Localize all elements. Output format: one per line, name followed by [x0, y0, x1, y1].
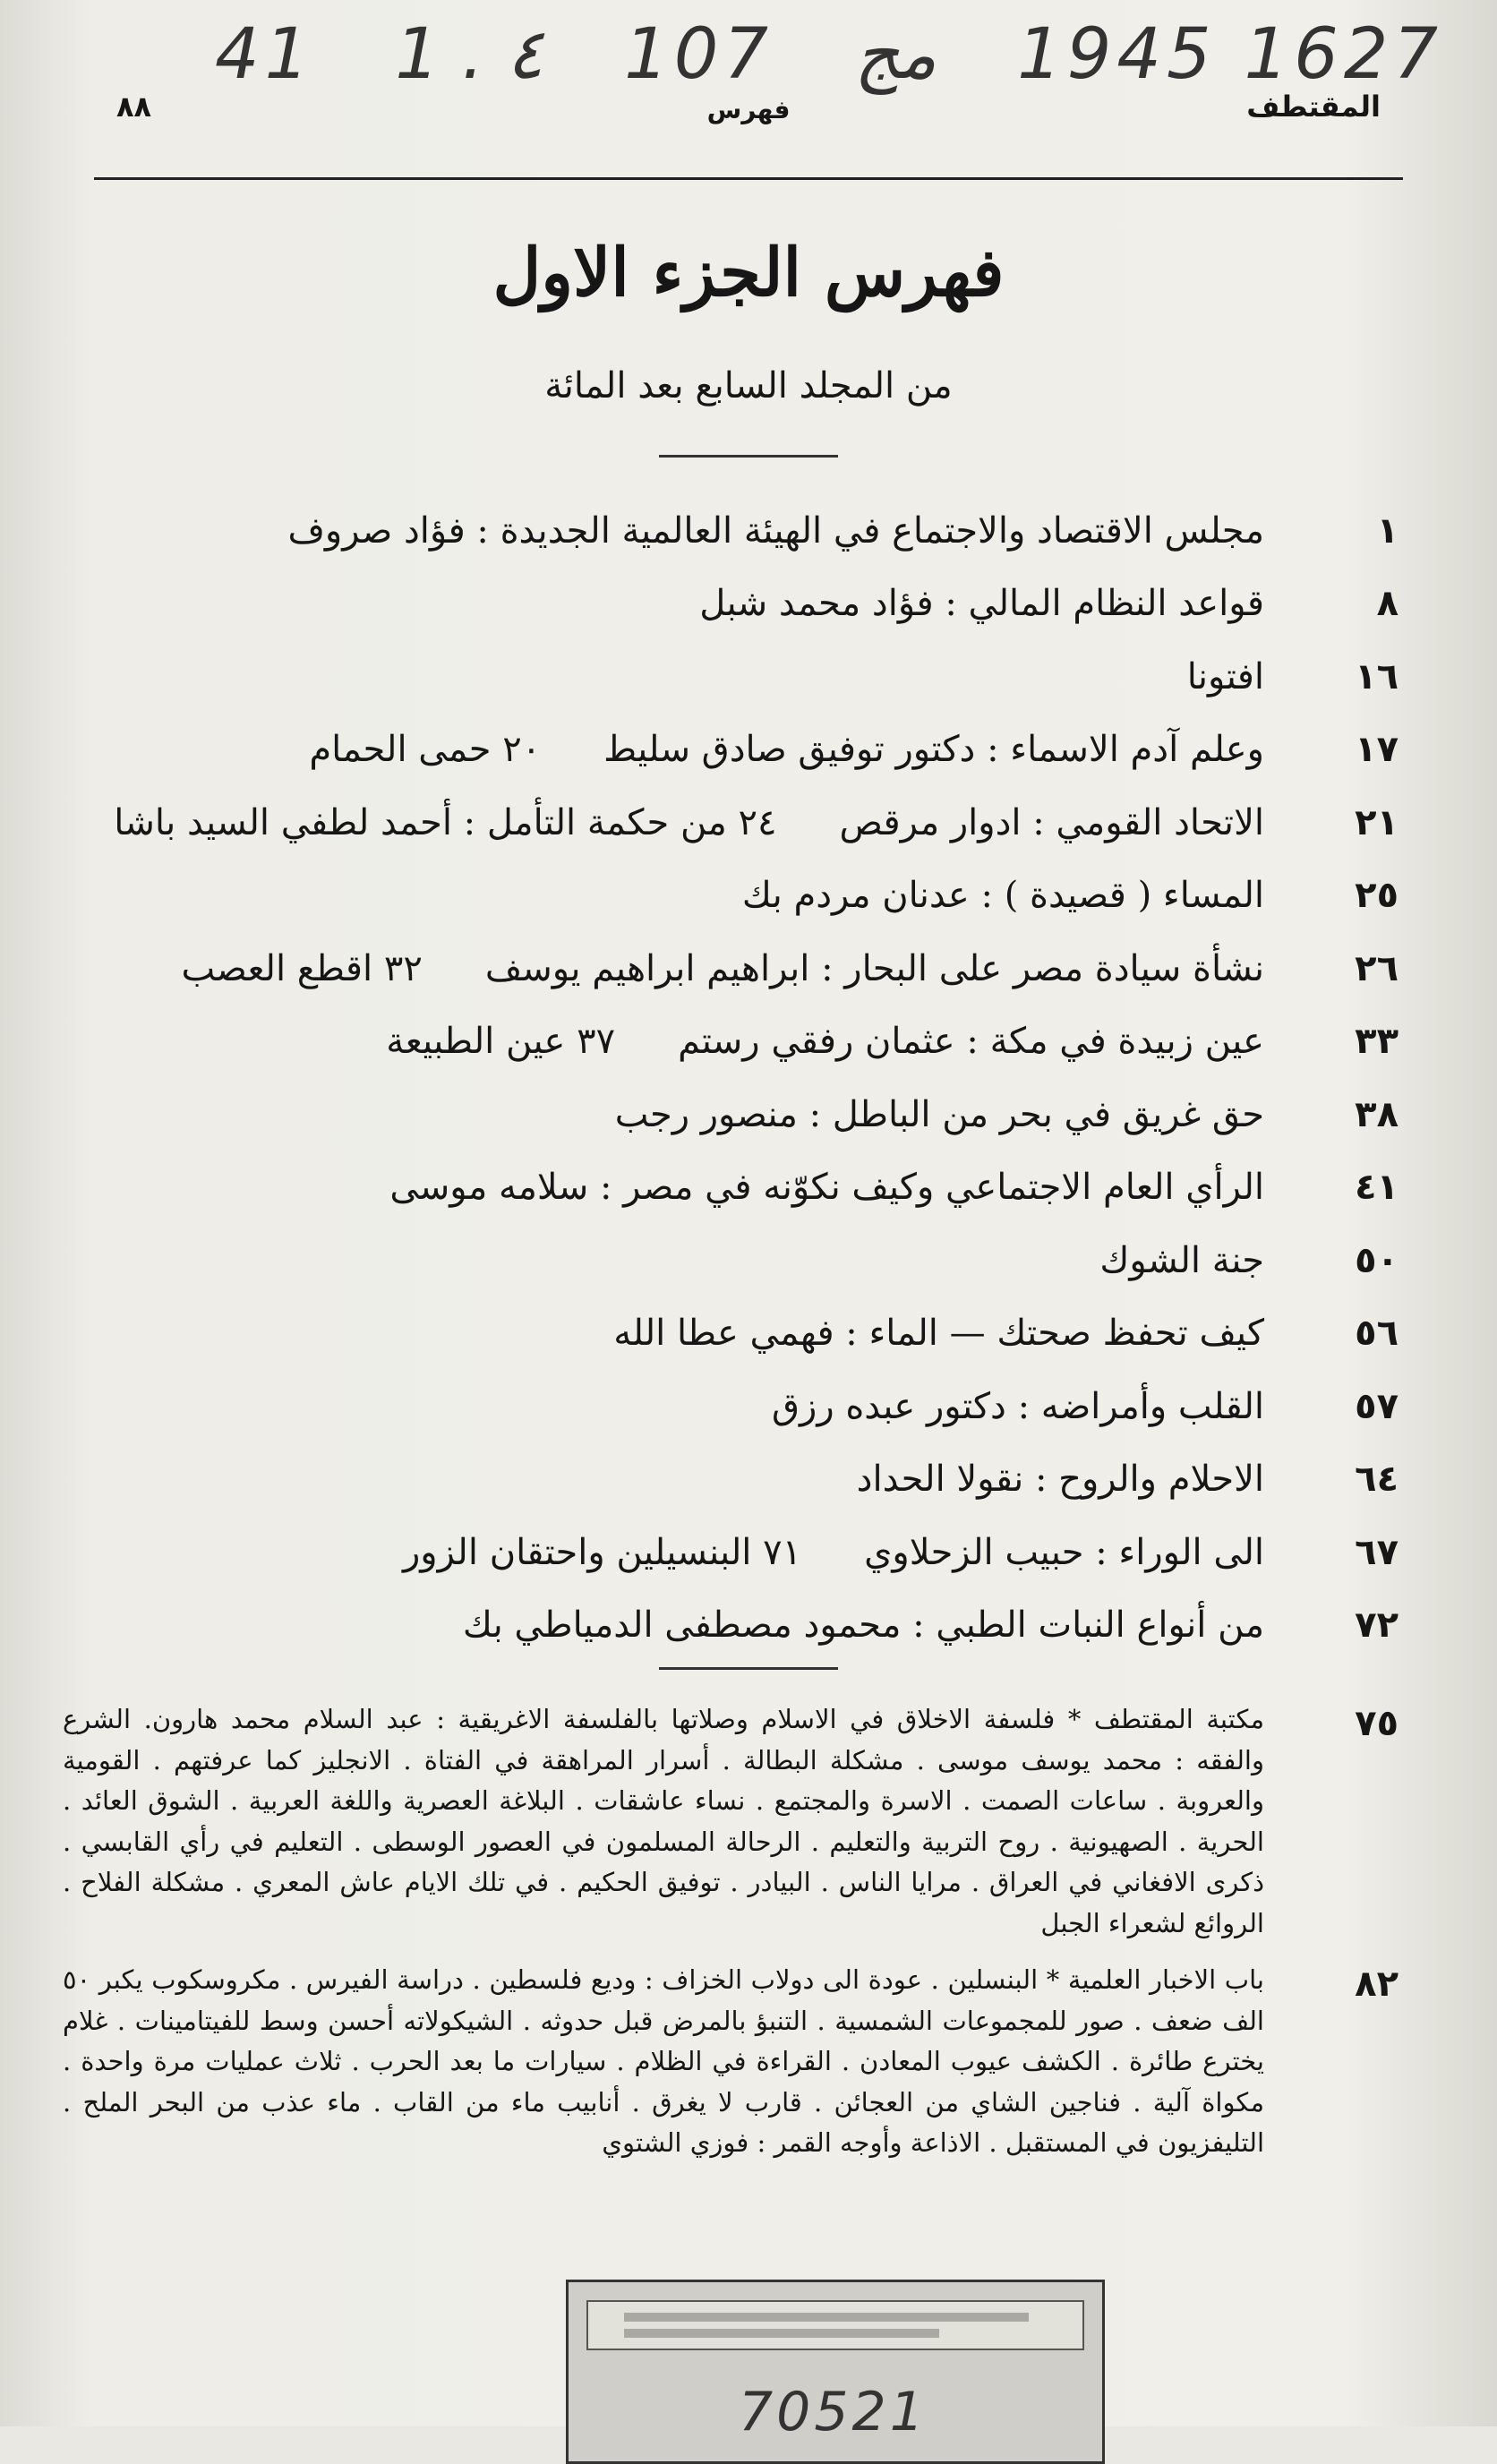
entry-title	[63, 1094, 1264, 1135]
running-head-section: فهرس	[706, 95, 791, 124]
entry-title	[63, 729, 1264, 770]
stamp-text-line	[624, 2313, 1029, 2322]
entry-title	[63, 656, 1264, 697]
entry-main-text: مجلس الاقتصاد والاجتماع في الهيئة العالمية الجديدة : فؤاد صروف	[287, 509, 1264, 552]
contents-entry	[63, 494, 1407, 568]
entry-main-text: الرأي العام الاجتماعي وكيف نكوّنه في مصر : سلامه موسى	[389, 1167, 1264, 1209]
handwritten-part: 1 . ٤	[395, 14, 544, 95]
contents-entry	[63, 1224, 1407, 1297]
entry-page-number: ٢١	[1355, 801, 1399, 843]
entry-secondary-item: ٣٢ اقطع العصب	[181, 947, 423, 989]
contents-entry	[63, 786, 1407, 860]
contents-entry	[63, 1151, 1407, 1225]
entry-page-number: ٥٧	[1355, 1385, 1399, 1427]
entry-title	[63, 948, 1264, 989]
handwritten-part: 41	[215, 14, 315, 95]
stamp-number: 70521	[739, 2381, 928, 2443]
contents-entry	[63, 860, 1407, 933]
section-text: مكتبة المقتطف * فلسفة الاخلاق في الاسلام وصلاتها بالفلسفة الاغريقية : عبد السلام محمد هارون. الشرع والفقه : محمد يوسف موسى . مشكلة البطالة . أسرار المراهقة في الفتاة . الانجليز كما عرفتهم . القومية والعروبة . ساعات الصمت . الاسرة والمجتمع . نساء عاشقات . البلاغة العصرية واللغة العربية . الشوق العائد . الحرية . الصهيونية . روح التربية والتعليم . الرحالة المسلمون في العصور الوسطى . التعليم في رأي القابسي . ذكرى الافغاني في العراق . مرايا الناس . البيادر . توفيق الحكيم . في تلك الايام عاش المعري . مشكلة الفلاح . الروائع لشعراء الجبل	[63, 1704, 1264, 1938]
entry-page-number: ٤١	[1355, 1167, 1399, 1209]
entry-title	[63, 1459, 1264, 1500]
entry-page-number: ٧٢	[1355, 1604, 1399, 1647]
entry-title	[63, 1313, 1264, 1354]
entry-page-number: ٢٥	[1355, 875, 1399, 917]
contents-entry	[63, 1005, 1407, 1079]
entry-title	[63, 1532, 1264, 1573]
section-block	[63, 1960, 1407, 2164]
page-subtitle: من المجلد السابع بعد المائة	[544, 365, 953, 406]
section-text: باب الاخبار العلمية * البنسلين . عودة الى دولاب الخزاف : وديع فلسطين . دراسة الفيرس . مكروسكوب يكبر ٥٠ الف ضعف . صور للمجموعات الشمسية . التنبؤ بالمرض قبل حدوثه . الشيكولاته أحسن وسط للفيتامينات . غلام يخترع طائرة . الكشف عيوب المعادن . القراءة في الظلام . سيارات ما بعد الحرب . ثلاث عمليات مرة واحدة . مكواة آلية . فناجين الشاي من العجائن . قارب لا يغرق . أنابيب ماء من القاب . ماء عذب من البحر الملح . التليفزيون في المستقبل . الاذاعة وأوجه القمر : فوزي الشتوي	[63, 1964, 1264, 2158]
entry-main-text: من أنواع النبات الطبي : محمود مصطفى الدمياطي بك	[462, 1604, 1264, 1647]
entry-title	[63, 1386, 1264, 1427]
entry-page-number: ٥٦	[1355, 1313, 1399, 1355]
entry-page-number: ٣٣	[1355, 1021, 1399, 1063]
entry-page-number: ١٦	[1355, 655, 1399, 697]
entry-main-text: الاتحاد القومي : ادوار مرقص	[839, 801, 1264, 843]
entry-title	[63, 1021, 1264, 1062]
library-stamp	[566, 2280, 1105, 2464]
journal-name: المقتطف	[1246, 90, 1381, 124]
entry-secondary-item: ٣٧ عين الطبيعة	[386, 1021, 616, 1063]
entry-title	[63, 583, 1264, 624]
entry-title	[63, 1604, 1264, 1646]
entry-page-number: ١٧	[1355, 729, 1399, 771]
entry-main-text: المساء ( قصيدة ) : عدنان مردم بك	[741, 875, 1264, 917]
header-rule	[94, 177, 1403, 180]
contents-entry	[63, 1443, 1407, 1517]
entry-title	[63, 802, 1264, 843]
entry-page-number: ٨	[1376, 583, 1399, 625]
divider-rule	[659, 455, 838, 458]
handwritten-part: 1945 1627	[1017, 14, 1443, 95]
entry-page-number: ٦٧	[1355, 1531, 1399, 1573]
entry-secondary-item: ٧١ البنسيلين واحتقان الزور	[402, 1531, 802, 1573]
entry-main-text: عين زبيدة في مكة : عثمان رفقي رستم	[678, 1021, 1264, 1063]
entry-page-number: ٦٤	[1355, 1459, 1399, 1501]
contents-list	[63, 494, 1407, 1662]
entry-title	[63, 510, 1264, 552]
page-number: ٨٨	[116, 90, 152, 124]
handwritten-part: 107	[624, 14, 774, 95]
contents-entry	[63, 1078, 1407, 1151]
contents-entry	[63, 932, 1407, 1005]
entry-page-number: ١	[1376, 509, 1399, 552]
stamp-label	[586, 2300, 1084, 2350]
entry-main-text: كيف تحفظ صحتك — الماء : فهمي عطا الله	[613, 1313, 1264, 1355]
entry-main-text: الى الوراء : حبيب الزحلاوي	[864, 1531, 1264, 1573]
stamp-text-line	[624, 2329, 939, 2338]
entry-title	[63, 1240, 1264, 1281]
contents-entry	[63, 640, 1407, 714]
sections-list	[63, 1699, 1407, 2180]
entry-main-text: قواعد النظام المالي : فؤاد محمد شبل	[699, 583, 1264, 625]
contents-entry	[63, 714, 1407, 787]
page-title: فهرس الجزء الاول	[492, 235, 1005, 312]
handwritten-part: مج	[854, 14, 937, 95]
contents-entry	[63, 1516, 1407, 1589]
entry-main-text: وعلم آدم الاسماء : دكتور توفيق صادق سليط	[603, 729, 1264, 771]
divider-rule	[659, 1667, 838, 1670]
entry-page-number: ٣٨	[1355, 1093, 1399, 1135]
entry-main-text: الاحلام والروح : نقولا الحداد	[856, 1459, 1264, 1501]
entry-main-text: افتونا	[1186, 655, 1264, 697]
entry-title	[63, 875, 1264, 916]
contents-entry	[63, 1297, 1407, 1371]
entry-main-text: جنة الشوك	[1099, 1239, 1264, 1281]
section-block	[63, 1699, 1407, 1944]
running-head	[116, 90, 1381, 143]
entry-main-text: حق غريق في بحر من الباطل : منصور رجب	[614, 1093, 1264, 1135]
section-page-number: ٧٥	[1355, 1703, 1399, 1744]
handwritten-catalog-note	[215, 14, 1443, 95]
entry-page-number: ٢٦	[1355, 947, 1399, 989]
contents-entry	[63, 1370, 1407, 1443]
entry-secondary-item: ٢٤ من حكمة التأمل : أحمد لطفي السيد باشا	[114, 801, 777, 843]
entry-secondary-item: ٢٠ حمى الحمام	[309, 729, 542, 771]
entry-page-number: ٥٠	[1355, 1239, 1399, 1281]
contents-entry	[63, 568, 1407, 641]
entry-main-text: نشأة سيادة مصر على البحار : ابراهيم ابراهيم يوسف	[484, 947, 1264, 989]
section-page-number: ٨٢	[1355, 1964, 1399, 2005]
contents-entry	[63, 1589, 1407, 1663]
entry-main-text: القلب وأمراضه : دكتور عبده رزق	[771, 1385, 1264, 1427]
entry-title	[63, 1167, 1264, 1208]
